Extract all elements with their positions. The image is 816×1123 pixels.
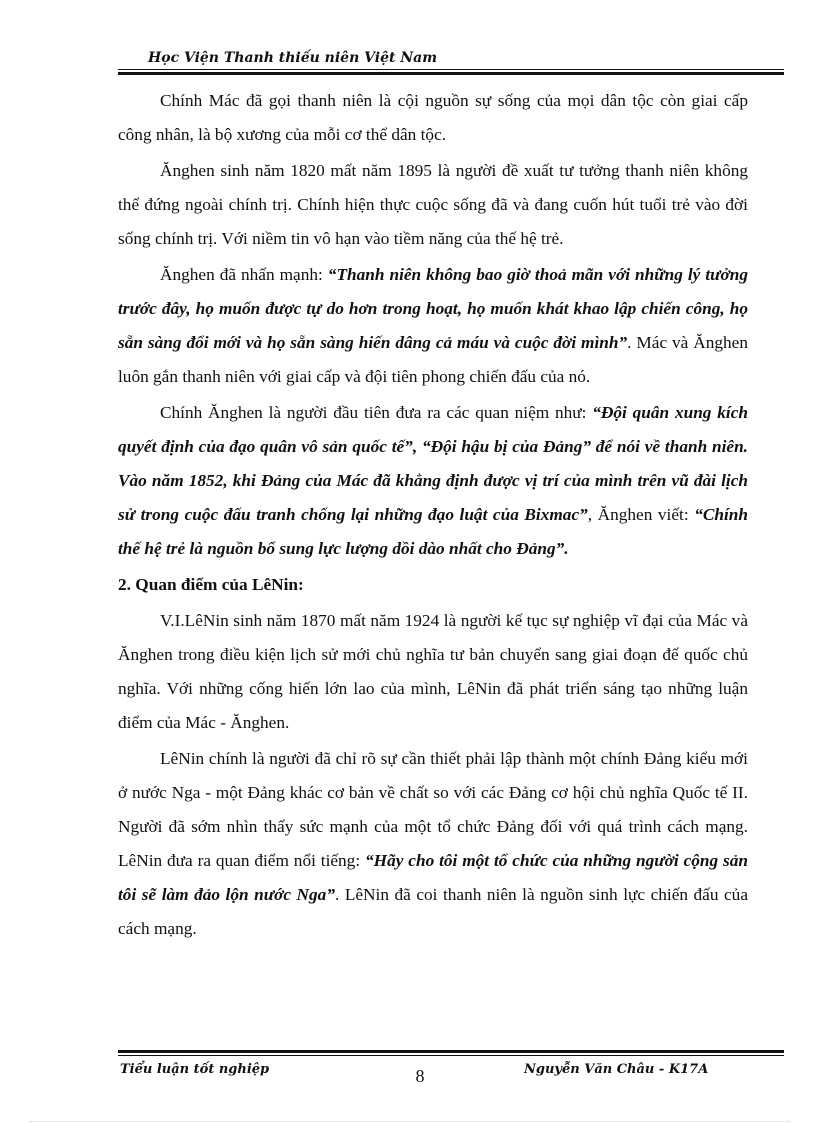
footer-rule-thin [118, 1055, 784, 1056]
paragraph-1: Chính Mác đã gọi thanh niên là cội nguồn sự sống của mọi dân tộc còn giai cấp công nhân, là bộ xương của mỗi cơ thể dân tộc. [118, 91, 748, 144]
paragraph-3-quote: “Thanh niên không bao giờ thoả mãn với những lý tưởng trước đây, họ muốn được tự do hơn trong hoạt, họ muốn khát khao lập chiến công, họ sẵn sàng đổi mới và họ sẵn sàng hiến dâng cả máu và cuộc đời mình” [118, 265, 748, 352]
header-title: Học Viện Thanh thiếu niên Việt Nam [148, 50, 438, 66]
header-rule-thin [118, 69, 784, 70]
section-heading: 2. Quan điểm của LêNin: [118, 575, 304, 594]
paragraph-4-text-b: , Ănghen viết: [587, 505, 695, 524]
body-text [118, 84, 748, 946]
paragraph-4-quote-2: “Chính thế hệ trẻ là nguồn bổ sung lực lượng dồi dào nhất cho Đảng”. [118, 505, 748, 558]
paragraph-6 [118, 742, 748, 946]
footer-left-label: Tiểu luận tốt nghiệp [120, 1062, 270, 1077]
paragraph-6-text-a: LêNin chính là người đã chỉ rõ sự cần thiết phải lập thành một chính Đảng kiểu mới ở nước Nga - một Đảng khác cơ bản về chất so với các Đảng cơ hội chủ nghĩa Quốc tế II. Người đã sớm nhìn thấy sức mạnh của một tổ chức Đảng đối với quá trình cách mạng. LêNin đưa ra quan điểm nổi tiếng: [118, 749, 748, 870]
paragraph-4 [118, 396, 748, 566]
header-rule-thick [118, 72, 784, 75]
paragraph-6-text-b: . LêNin đã coi thanh niên là nguồn sinh lực chiến đấu của cách mạng. [118, 885, 748, 938]
paragraph-4-text-a: Chính Ănghen là người đầu tiên đưa ra các quan niệm như: [160, 403, 593, 422]
page-number: 8 [415, 1066, 425, 1086]
paragraph-6-quote: “Hãy cho tôi một tổ chức của những người cộng sản tôi sẽ làm đảo lộn nước Nga” [118, 851, 748, 904]
footer-right-label: Nguyễn Văn Châu - K17A [524, 1062, 709, 1077]
paragraph-4-quote-1: “Đội quân xung kích quyết định của đạo quân vô sản quốc tế”, “Đội hậu bị của Đảng” để nói về thanh niên. Vào năm 1852, khi Đảng của Mác đã khẳng định được vị trí của mình trên vũ đài lịch sử trong cuộc đấu tranh chống lại những đạo luật của Bixmac” [118, 403, 748, 524]
page-edge-dotted-line [30, 1121, 790, 1122]
paragraph-3-text-b: . Mác và Ănghen luôn gắn thanh niên với giai cấp và đội tiên phong chiến đấu của nó. [118, 333, 748, 386]
paragraph-5: V.I.LêNin sinh năm 1870 mất năm 1924 là người kế tục sự nghiệp vĩ đại của Mác và Ănghen trong điều kiện lịch sử mới chủ nghĩa tư bản chuyển sang giai đoạn đế quốc chủ nghĩa. Với những cống hiến lớn lao của mình, LêNin đã phát triển sáng tạo những luận điểm của Mác - Ănghen. [118, 611, 748, 732]
paragraph-3 [118, 258, 748, 394]
paragraph-3-text-a: Ănghen đã nhấn mạnh: [160, 265, 328, 284]
footer-rule-thick [118, 1050, 784, 1053]
paragraph-2: Ănghen sinh năm 1820 mất năm 1895 là người đề xuất tư tưởng thanh niên không thể đứng ngoài chính trị. Chính hiện thực cuộc sống đã và đang cuốn hút tuổi trẻ vào đời sống chính trị. Với niềm tin vô hạn vào tiềm năng của thế hệ trẻ. [118, 161, 748, 248]
